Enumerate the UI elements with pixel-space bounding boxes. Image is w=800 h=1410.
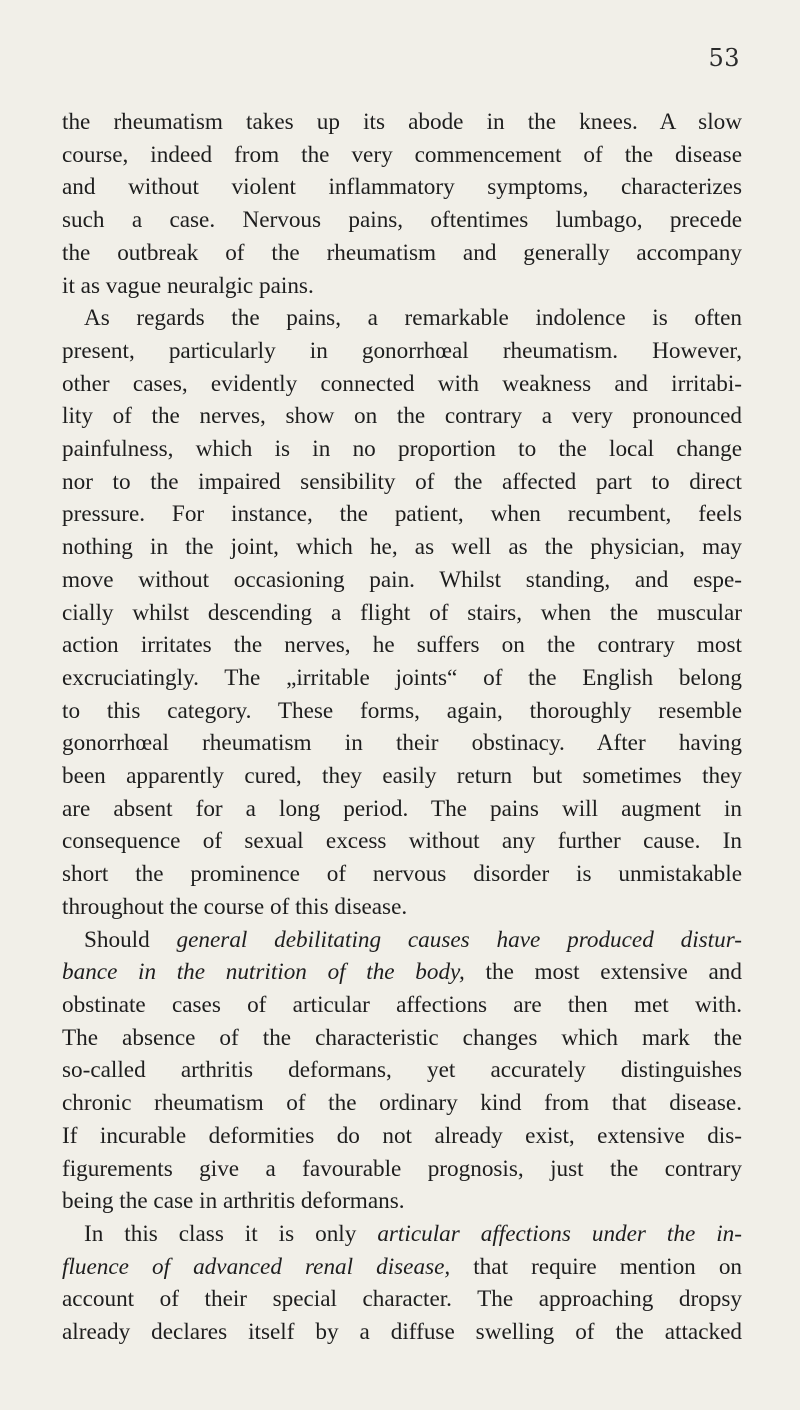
text-run: and without violent inflammatory symptoms, characterizes [62,174,742,201]
text-run: The absence of the characteristic changes which mark the [62,1024,742,1051]
text-line [62,237,742,270]
italic-run: fluence of advanced renal disease, [62,1253,451,1280]
text-line [62,335,742,368]
text-line [62,1087,742,1120]
text-run: excruciatingly. The „irritable joints“ of the English belong [62,664,742,691]
text-line [62,956,742,989]
text-run: the rheumatism takes up its abode in the knees. A slow [62,109,742,135]
text-run: the most extensive and [464,959,742,986]
text-line [62,727,742,760]
text-line [62,1251,742,1284]
body-text [62,106,742,1349]
text-run: Should [84,926,177,953]
text-line [62,106,742,139]
text-line [62,793,742,826]
text-run: obstinate cases of articular affections are then met with. [62,991,742,1018]
text-line [62,139,742,172]
page-number: 53 [708,44,740,72]
text-run: figurements give a favourable prognosis, just the contrary [62,1155,742,1182]
text-line [62,760,742,793]
text-line [62,466,742,499]
text-line [62,1218,742,1251]
text-run: action irritates the nerves, he suffers on the contrary most [62,632,742,659]
text-line [62,662,742,695]
text-line [62,924,742,957]
text-run: In this class it is only [84,1220,378,1247]
text-run: cially whilst descending a flight of stairs, when the muscular [62,599,742,626]
text-line [62,1022,742,1055]
text-run: throughout the course of this disease. [62,893,408,920]
text-run: short the prominence of nervous disorder is unmistakable [62,861,742,888]
text-line [62,695,742,728]
text-line [62,629,742,662]
text-run: been apparently cured, they easily return but sometimes they [62,763,742,790]
text-run: such a case. Nervous pains, oftentimes lumbago, precede [62,207,742,234]
italic-run: articular affections under the in- [377,1220,742,1247]
text-run: nor to the impaired sensibility of the affected part to direct [62,468,742,495]
text-line [62,433,742,466]
italic-run: general debilitating causes have produced distur- [176,926,742,953]
text-line [62,302,742,335]
text-line [62,597,742,630]
text-run: are absent for a long period. The pains will augment in [62,795,742,822]
text-line [62,825,742,858]
text-line [62,498,742,531]
text-line [62,531,742,564]
text-line [62,858,742,891]
text-run: so-called arthritis deformans, yet accurately distinguishes [62,1057,742,1084]
text-line [62,1120,742,1153]
text-line [62,204,742,237]
text-run: As regards the pains, a remarkable indolence is often [84,305,742,332]
text-run: being the case in arthritis deformans. [62,1188,405,1215]
text-run: it as vague neuralgic pains. [62,272,314,299]
italic-run: bance in the nutrition of the body, [62,959,465,986]
text-line [62,564,742,597]
text-run: to this category. These forms, again, thoroughly resemble [62,697,742,724]
text-line [62,1153,742,1186]
text-run: painfulness, which is in no proportion to the local change [62,436,742,463]
text-run: consequence of sexual excess without any further cause. In [62,828,742,855]
text-line [62,270,742,303]
text-line [62,1283,742,1316]
text-run: move without occasioning pain. Whilst standing, and espe- [62,566,742,593]
text-run: pressure. For instance, the patient, when recumbent, feels [62,501,742,528]
text-run: that require mention on [450,1253,743,1280]
text-line [62,1316,742,1349]
text-run: nothing in the joint, which he, as well as the physician, may [62,534,742,561]
text-line [62,368,742,401]
text-line [62,400,742,433]
text-line [62,989,742,1022]
text-run: account of their special character. The approaching dropsy [62,1286,742,1313]
text-run: present, particularly in gonorrhœal rheumatism. However, [62,337,742,364]
text-run: chronic rheumatism of the ordinary kind from that disease. [62,1090,742,1117]
text-line [62,171,742,204]
text-line [62,1185,742,1218]
text-run: already declares itself by a diffuse swelling of the attacked [62,1319,742,1346]
text-run: course, indeed from the very commencement of the disease [62,141,742,168]
text-run: the outbreak of the rheumatism and generally accompany [62,239,742,266]
text-run: If incurable deformities do not already exist, extensive dis- [62,1122,742,1149]
text-run: gonorrhœal rheumatism in their obstinacy. After having [62,730,742,757]
text-run: lity of the nerves, show on the contrary a very pronounced [62,403,742,430]
text-run: other cases, evidently connected with weakness and irritabi- [62,370,742,397]
text-line [62,891,742,924]
text-line [62,1054,742,1087]
